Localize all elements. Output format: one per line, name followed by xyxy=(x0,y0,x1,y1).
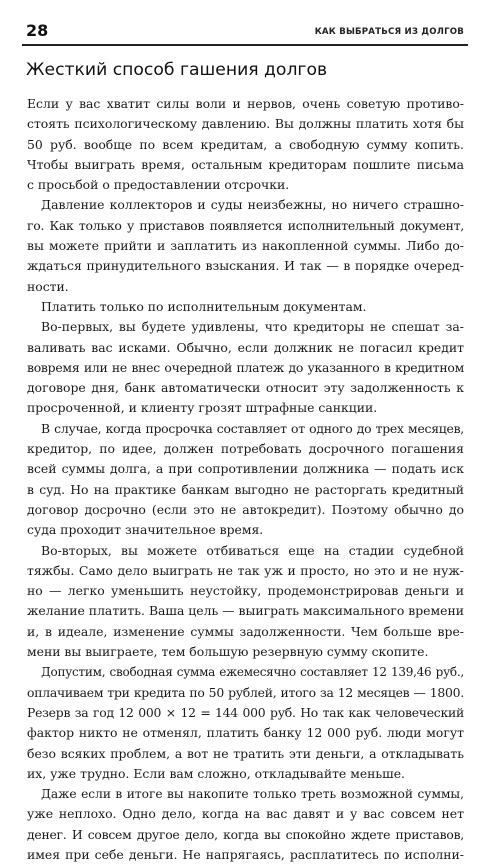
text-line: Чтобы выиграть время, остальным кредиторам пошлите письма xyxy=(27,156,464,172)
text-line: стоять психологическому давлению. Вы должны платить хотя бы xyxy=(27,116,464,132)
text-line: Во-вторых, вы можете отбиваться еще на стадии судебной xyxy=(41,542,464,558)
text-line: Во-первых, вы будете удивлены, что кредиторы не спешат за- xyxy=(41,319,464,335)
text-line: договоре дня, банк автоматически относит эту задолженность к xyxy=(27,380,464,396)
text-line: вы можете прийти и заплатить из накопленной суммы. Либо до- xyxy=(27,238,464,254)
text-line: вовремя или не внес очередной платеж до указанного в кредитном xyxy=(27,359,464,375)
body-text xyxy=(27,94,464,865)
running-head: КАК ВЫБРАТЬСЯ ИЗ ДОЛГОВ xyxy=(314,27,464,37)
text-line: Резерв за год 12 000 × 12 = 144 000 руб. Но так как человеческий xyxy=(27,704,464,720)
text-line: с просьбой о предоставлении отсрочки. xyxy=(27,177,290,193)
text-line: уже неплохо. Одно дело, когда на вас давят и у вас совсем нет xyxy=(27,806,464,822)
text-line: Платить только по исполнительным документам. xyxy=(41,298,367,314)
page-header xyxy=(22,14,468,46)
text-line: 50 руб. вообще по всем кредитам, а свободную сумму копить. xyxy=(27,136,464,152)
text-line: кредитор, по идее, должен потребовать досрочного погашения xyxy=(27,441,464,457)
text-line: ждаться принудительного взыскания. И так — в порядке очеред- xyxy=(27,258,464,274)
text-line: желание платить. Ваша цель — выиграть максимального времени xyxy=(27,603,464,619)
text-line: Если у вас хватит силы воли и нервов, очень советую противо- xyxy=(27,96,464,111)
text-line: Даже если в итоге вы накопите только треть возможной суммы, xyxy=(41,787,464,802)
text-line: безо всяких проблем, а вот не тратить эти деньги, а откладывать xyxy=(27,745,464,761)
text-line: просроченной, и клиенту грозят штрафные санкции. xyxy=(27,400,378,416)
text-line: В случае, когда просрочка составляет от одного до трех месяцев, xyxy=(41,420,464,436)
text-line: их, уже трудно. Если вам сложно, откладывайте меньше. xyxy=(27,765,405,781)
text-line: но — легко уменьшить неустойку, продемонстрировав деньги и xyxy=(27,583,464,599)
text-line: тяжбы. Само дело выиграть не так уж и просто, но это и не нуж- xyxy=(27,562,464,578)
text-line: имея при себе деньги. Не напрягаясь, расплатитесь по исполни- xyxy=(27,846,464,862)
text-line: денег. И совсем другое дело, когда вы спокойно ждете приставов, xyxy=(27,826,464,842)
text-line: мени вы выиграете, тем большую резервную сумму скопите. xyxy=(27,644,429,660)
text-line: фактор никто не отменял, платить банку 12 000 руб. люди могут xyxy=(27,725,464,741)
section-title: Жесткий способ гашения долгов xyxy=(26,60,328,80)
text-line: Давление коллекторов и суды неизбежны, но ничего страшно- xyxy=(41,197,464,213)
text-line: Допустим, свободная сумма ежемесячно составляет 12 139,46 руб., xyxy=(41,665,464,680)
text-line: суда проходит значительное время. xyxy=(27,522,264,538)
text-line: и, в идеале, изменение суммы задолженности. Чем больше вре- xyxy=(27,623,464,639)
text-line: оплачиваем три кредита по 50 рублей, итого за 12 месяцев — 1800. xyxy=(27,684,464,700)
text-line: валивать вас исками. Обычно, если должник не погасил кредит xyxy=(27,339,464,355)
text-line: ности. xyxy=(27,278,69,294)
page-number: 28 xyxy=(26,21,49,40)
text-line: в суд. Но на практике банкам выгодно не расторгать кредитный xyxy=(27,481,464,497)
text-line: договор досрочно (если это не автокредит). Поэтому обычно до xyxy=(27,501,464,517)
text-line: го. Как только у приставов появляется исполнительный документ, xyxy=(27,217,464,233)
text-line: всей суммы долга, а при сопротивлении должника — подать иск xyxy=(27,461,464,477)
